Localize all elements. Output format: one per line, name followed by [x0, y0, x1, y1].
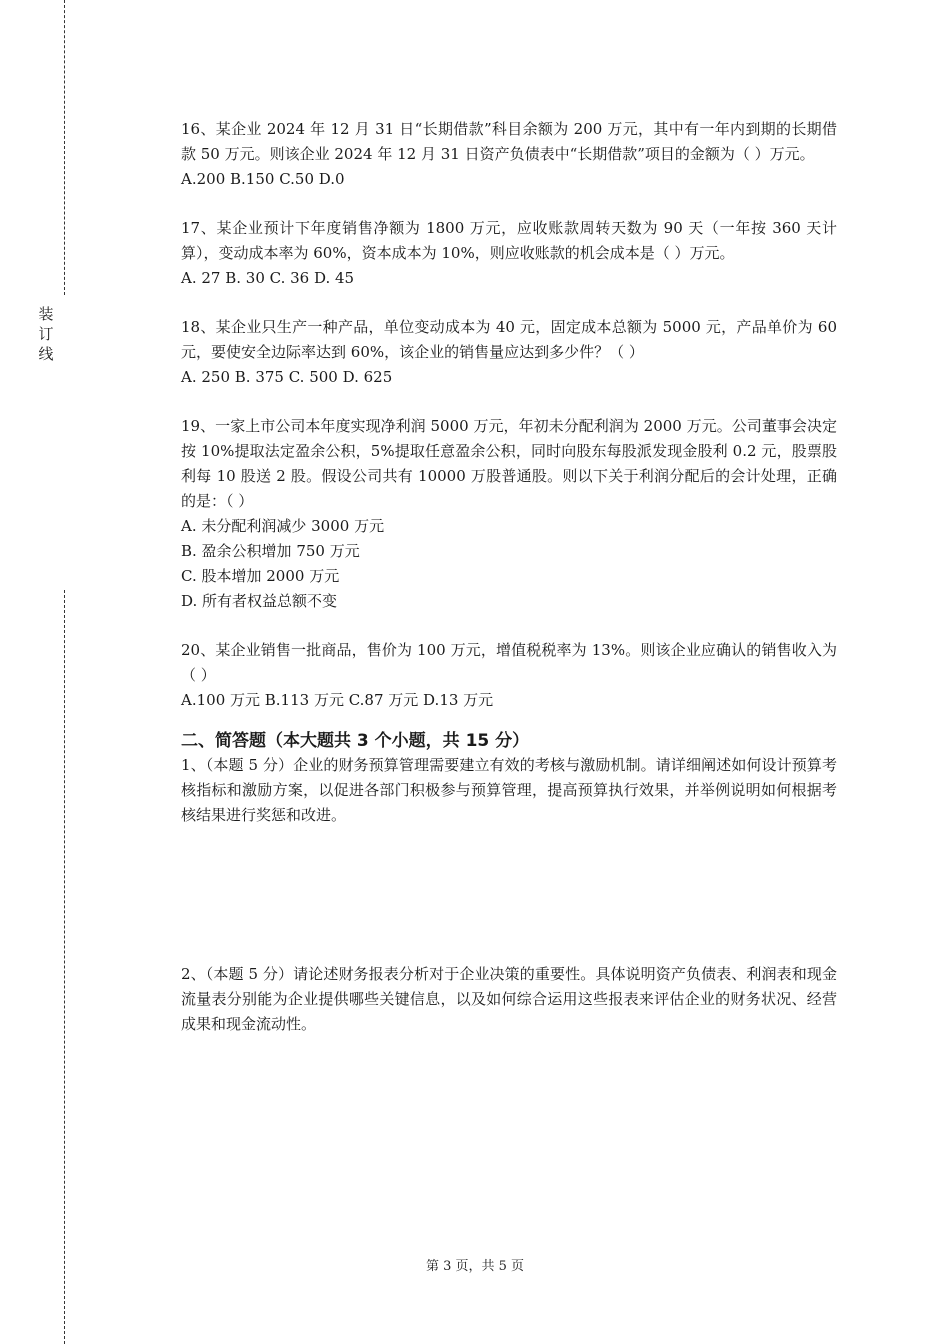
- question-stem: 16、某企业 2024 年 12 月 31 日“长期借款”科目余额为 200 万元，其中有一年内到期的长期借款 50 万元。则该企业 2024 年 12 月 31 日资产负债表中“长期借款”项目的金额为（ ）万元。: [181, 120, 837, 163]
- short-answer-text: 1、（本题 5 分）企业的财务预算管理需要建立有效的考核与激励机制。请详细阐述如何设计预算考核指标和激励方案，以促进各部门积极参与预算管理，提高预算执行效果，并举例说明如何根据考核结果进行奖惩和改进。: [181, 756, 837, 824]
- question-stem: 18、某企业只生产一种产品，单位变动成本为 40 元，固定成本总额为 5000 元，产品单价为 60 元，要使安全边际率达到 60%，该企业的销售量应达到多少件？（ ）: [181, 318, 837, 361]
- option-d: D. 所有者权益总额不变: [181, 592, 338, 610]
- question-17: [181, 216, 837, 291]
- binding-label-char: 装: [38, 305, 54, 323]
- question-options: A. 250 B. 375 C. 500 D. 625: [181, 368, 393, 386]
- binding-label-char: 线: [38, 345, 54, 363]
- binding-line-top: [64, 0, 65, 295]
- question-16: [181, 117, 837, 192]
- short-answer-1: [181, 753, 837, 962]
- question-stem: 20、某企业销售一批商品，售价为 100 万元，增值税税率为 13%。则该企业应确认的销售收入为（ ）: [181, 641, 837, 684]
- exam-content: [181, 117, 837, 1037]
- question-20: [181, 638, 837, 713]
- section-title: 二、简答题（本大题共 3 个小题，共 15 分）: [181, 731, 530, 751]
- binding-line-bottom: [64, 590, 65, 1344]
- question-options: A. 27 B. 30 C. 36 D. 45: [181, 269, 355, 287]
- binding-label-char: 订: [38, 325, 54, 343]
- question-stem: 17、某企业预计下年度销售净额为 1800 万元，应收账款周转天数为 90 天（一年按 360 天计算），变动成本率为 60%，资本成本为 10%，则应收账款的机会成本是（ ）万元。: [181, 219, 837, 262]
- short-answer-2: [181, 962, 837, 1037]
- question-options: A.200 B.150 C.50 D.0: [181, 170, 345, 188]
- page-footer: 第 3 页，共 5 页: [425, 1259, 525, 1274]
- option-a: A. 未分配利润减少 3000 万元: [181, 517, 385, 535]
- question-stem: 19、一家上市公司本年度实现净利润 5000 万元，年初未分配利润为 2000 万元。公司董事会决定按 10%提取法定盈余公积，5%提取任意盈余公积，同时向股东每股派发现金股利 0.2 元，股票股利每 10 股送 2 股。假设公司共有 10000 万股普通股。则以下关于利润分配后的会计处理，正确的是：（ ）: [181, 417, 837, 510]
- binding-label: [36, 304, 56, 364]
- short-answer-text: 2、（本题 5 分）请论述财务报表分析对于企业决策的重要性。具体说明资产负债表、利润表和现金流量表分别能为企业提供哪些关键信息，以及如何综合运用这些报表来评估企业的财务状况、经营成果和现金流动性。: [181, 965, 837, 1033]
- question-18: [181, 315, 837, 390]
- option-c: C. 股本增加 2000 万元: [181, 567, 340, 585]
- option-b: B. 盈余公积增加 750 万元: [181, 542, 360, 560]
- question-options: A.100 万元 B.113 万元 C.87 万元 D.13 万元: [181, 691, 494, 709]
- question-19: [181, 414, 837, 614]
